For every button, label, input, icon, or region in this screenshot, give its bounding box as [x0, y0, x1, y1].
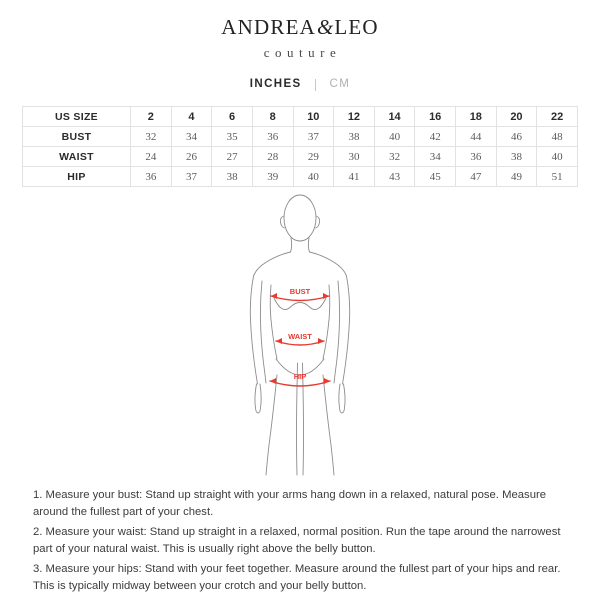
brand-logo	[0, 17, 600, 38]
size-chart-table	[22, 106, 578, 187]
header-size-16: 16	[415, 107, 456, 127]
measurement-figure	[0, 193, 600, 498]
brand-subtitle: couture	[263, 45, 342, 60]
hip-arrow-right	[324, 378, 330, 384]
hip-value-18: 47	[456, 167, 497, 187]
left-arm-outer	[250, 276, 257, 384]
hip-arrow-left	[270, 378, 276, 384]
units-toggle	[0, 77, 600, 93]
hip-value-22: 51	[537, 167, 578, 187]
units-inches-option[interactable]: INCHES	[249, 78, 302, 91]
left-hand-outline	[255, 384, 261, 413]
brand-name-part2: LEO	[334, 15, 379, 39]
header-size-20: 20	[496, 107, 537, 127]
bust-value-2: 32	[131, 127, 172, 147]
waist-value-12: 30	[334, 147, 375, 167]
waist-value-16: 34	[415, 147, 456, 167]
waist-value-14: 32	[374, 147, 415, 167]
header-size-14: 14	[374, 107, 415, 127]
table-row-waist	[23, 147, 578, 167]
header-size-22: 22	[537, 107, 578, 127]
right-hand-outline	[339, 384, 345, 413]
waist-arrow-left	[276, 338, 282, 344]
bust-value-4: 34	[171, 127, 212, 147]
waist-value-2: 24	[131, 147, 172, 167]
left-leg-outer	[266, 375, 277, 475]
waist-value-4: 26	[171, 147, 212, 167]
brand-ampersand: &	[316, 15, 334, 39]
bust-value-22: 48	[537, 127, 578, 147]
header-size-6: 6	[212, 107, 253, 127]
hip-value-20: 49	[496, 167, 537, 187]
waist-arrow-right	[318, 338, 324, 344]
waist-value-6: 27	[212, 147, 253, 167]
right-shoulder-outline	[310, 252, 347, 276]
bust-label: BUST	[289, 287, 311, 296]
waist-value-8: 28	[252, 147, 293, 167]
table-row-hip	[23, 167, 578, 187]
instruction-hip: 3. Measure your hips: Stand with your feet together. Measure around the fullest part of your hips and rear. This is typically midway between your crotch and your belly button.	[33, 563, 561, 592]
header-size-2: 2	[131, 107, 172, 127]
instruction-bust: 1. Measure your bust: Stand up straight with your arms hang down in a relaxed, natural pose. Measure around the fullest part of your chest.	[33, 489, 547, 518]
table-row-bust	[23, 127, 578, 147]
hip-value-2: 36	[131, 167, 172, 187]
hip-measure-line	[270, 381, 330, 386]
hip-value-8: 39	[252, 167, 293, 187]
units-divider	[315, 79, 316, 91]
table-header-row	[23, 107, 578, 127]
right-arm-outer	[343, 276, 350, 384]
body-diagram-svg	[205, 193, 395, 493]
brand-header	[0, 0, 600, 61]
waist-label: WAIST	[288, 332, 312, 341]
header-size-18: 18	[456, 107, 497, 127]
bust-contour	[274, 298, 326, 310]
brand-name-part1: ANDREA	[221, 15, 316, 39]
header-size-8: 8	[252, 107, 293, 127]
waist-measure-line	[276, 341, 324, 345]
bust-value-6: 35	[212, 127, 253, 147]
header-size-4: 4	[171, 107, 212, 127]
left-shoulder-outline	[254, 252, 291, 276]
right-leg-outer	[323, 375, 334, 475]
neck-right-outline	[308, 238, 309, 252]
size-chart-container	[22, 106, 578, 187]
row-label-bust: BUST	[23, 127, 131, 147]
hip-value-6: 38	[212, 167, 253, 187]
header-size-10: 10	[293, 107, 334, 127]
hip-label: HIP	[293, 372, 307, 381]
measurement-instructions	[33, 487, 573, 598]
waist-value-18: 36	[456, 147, 497, 167]
hip-value-10: 40	[293, 167, 334, 187]
hip-value-4: 37	[171, 167, 212, 187]
bust-value-8: 36	[252, 127, 293, 147]
header-size-12: 12	[334, 107, 375, 127]
waist-value-10: 29	[293, 147, 334, 167]
right-arm-inner	[334, 281, 340, 383]
instruction-waist: 2. Measure your waist: Stand up straight in a relaxed, normal position. Run the tape around the narrowest part of your natural waist. This is usually right above the belly button.	[33, 526, 561, 555]
row-label-waist: WAIST	[23, 147, 131, 167]
neck-left-outline	[291, 238, 292, 252]
head-outline	[284, 195, 316, 241]
bust-value-12: 38	[334, 127, 375, 147]
bust-value-14: 40	[374, 127, 415, 147]
units-cm-option[interactable]: CM	[329, 78, 351, 91]
hip-value-14: 43	[374, 167, 415, 187]
bust-value-16: 42	[415, 127, 456, 147]
bust-value-18: 44	[456, 127, 497, 147]
hip-value-12: 41	[334, 167, 375, 187]
header-us-size: US SIZE	[23, 107, 131, 127]
left-arm-inner	[260, 281, 266, 383]
bust-value-10: 37	[293, 127, 334, 147]
waist-value-22: 40	[537, 147, 578, 167]
bust-measure-line	[271, 296, 329, 301]
row-label-hip: HIP	[23, 167, 131, 187]
bust-value-20: 46	[496, 127, 537, 147]
waist-value-20: 38	[496, 147, 537, 167]
hip-value-16: 45	[415, 167, 456, 187]
